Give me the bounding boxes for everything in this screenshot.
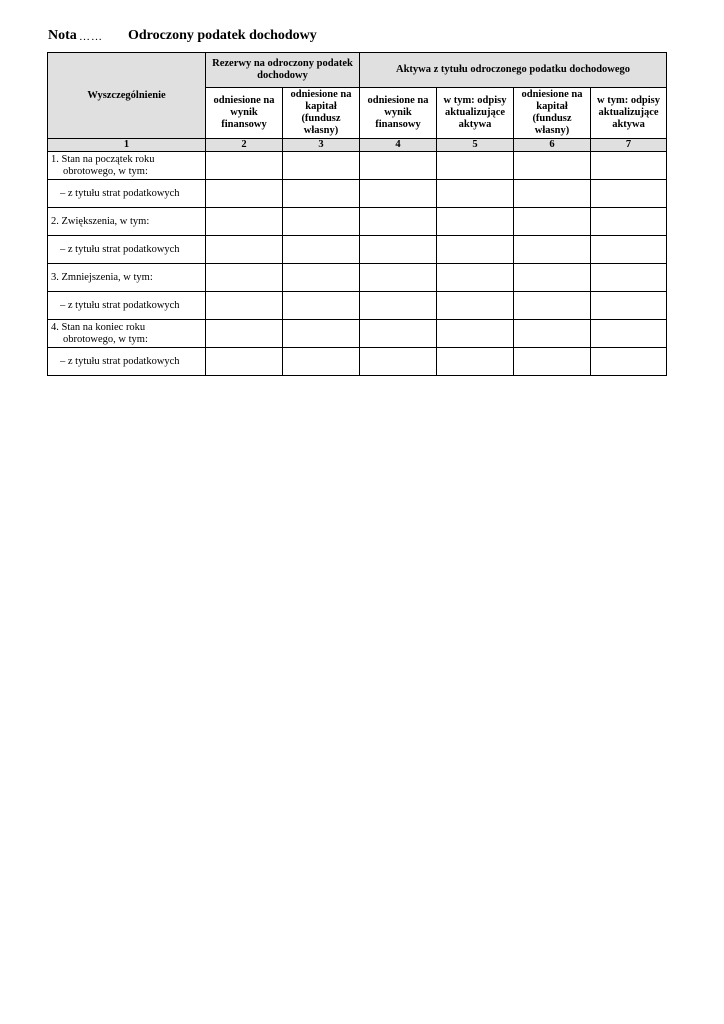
row-label: – z tytułu strat podatkowych bbox=[48, 292, 206, 320]
header-col-6: odniesione na kapitał (fundusz własny) bbox=[514, 88, 591, 139]
table-row bbox=[48, 348, 667, 376]
table-cell[interactable] bbox=[591, 264, 667, 292]
table-row bbox=[48, 236, 667, 264]
table-cell[interactable] bbox=[283, 152, 360, 180]
table-cell[interactable] bbox=[437, 348, 514, 376]
row-label: 3. Zmniejszenia, w tym: bbox=[48, 264, 206, 292]
table-cell[interactable] bbox=[206, 208, 283, 236]
table-cell[interactable] bbox=[360, 180, 437, 208]
column-number: 1 bbox=[48, 139, 206, 152]
table-cell[interactable] bbox=[437, 236, 514, 264]
table-cell[interactable] bbox=[514, 292, 591, 320]
row-label bbox=[48, 320, 206, 348]
table-cell[interactable] bbox=[283, 180, 360, 208]
table-cell[interactable] bbox=[360, 236, 437, 264]
table-cell[interactable] bbox=[437, 264, 514, 292]
table-cell[interactable] bbox=[591, 208, 667, 236]
table-cell[interactable] bbox=[283, 208, 360, 236]
table-cell[interactable] bbox=[591, 292, 667, 320]
table-row bbox=[48, 292, 667, 320]
table-cell[interactable] bbox=[437, 180, 514, 208]
column-number: 6 bbox=[514, 139, 591, 152]
table-cell[interactable] bbox=[206, 152, 283, 180]
table-cell[interactable] bbox=[514, 180, 591, 208]
header-group-reserves: Rezerwy na odroczony podatek dochodowy bbox=[206, 53, 360, 88]
table-cell[interactable] bbox=[206, 236, 283, 264]
note-heading bbox=[48, 28, 688, 48]
table-cell[interactable] bbox=[591, 320, 667, 348]
header-col-7: w tym: odpisy aktualizujące aktywa bbox=[591, 88, 667, 139]
column-number: 2 bbox=[206, 139, 283, 152]
table-cell[interactable] bbox=[360, 208, 437, 236]
table-row bbox=[48, 208, 667, 236]
table-cell[interactable] bbox=[283, 264, 360, 292]
table-cell[interactable] bbox=[437, 292, 514, 320]
row-label: – z tytułu strat podatkowych bbox=[48, 180, 206, 208]
table-cell[interactable] bbox=[206, 348, 283, 376]
table-cell[interactable] bbox=[360, 320, 437, 348]
table-cell[interactable] bbox=[360, 152, 437, 180]
table-cell[interactable] bbox=[591, 180, 667, 208]
row-label: 2. Zwiększenia, w tym: bbox=[48, 208, 206, 236]
table-cell[interactable] bbox=[514, 152, 591, 180]
row-label-line1: 1. Stan na początek roku bbox=[51, 153, 155, 165]
table-cell[interactable] bbox=[360, 348, 437, 376]
table-cell[interactable] bbox=[514, 264, 591, 292]
table-cell[interactable] bbox=[206, 264, 283, 292]
header-col-3: odniesione na kapitał (fundusz własny) bbox=[283, 88, 360, 139]
deferred-tax-table bbox=[47, 52, 667, 376]
row-label bbox=[48, 152, 206, 180]
table-cell[interactable] bbox=[514, 320, 591, 348]
table-cell[interactable] bbox=[437, 152, 514, 180]
note-title: Odroczony podatek dochodowy bbox=[128, 28, 317, 43]
table-cell[interactable] bbox=[283, 320, 360, 348]
table-cell[interactable] bbox=[514, 348, 591, 376]
row-label-line2: obrotowego, w tym: bbox=[63, 165, 148, 177]
note-number-placeholder: …… bbox=[79, 31, 103, 43]
table-cell[interactable] bbox=[206, 320, 283, 348]
table-cell[interactable] bbox=[360, 264, 437, 292]
header-col-5: w tym: odpisy aktualizujące aktywa bbox=[437, 88, 514, 139]
table-cell[interactable] bbox=[591, 236, 667, 264]
table-row bbox=[48, 152, 667, 180]
table-cell[interactable] bbox=[437, 320, 514, 348]
table-cell[interactable] bbox=[283, 348, 360, 376]
table-cell[interactable] bbox=[591, 152, 667, 180]
column-number: 4 bbox=[360, 139, 437, 152]
column-number-row bbox=[48, 139, 667, 152]
table-cell[interactable] bbox=[206, 180, 283, 208]
table-cell[interactable] bbox=[591, 348, 667, 376]
header-group-assets: Aktywa z tytułu odroczonego podatku dochodowego bbox=[360, 53, 667, 88]
row-label-line2: obrotowego, w tym: bbox=[63, 333, 148, 345]
row-label: – z tytułu strat podatkowych bbox=[48, 348, 206, 376]
header-description: Wyszczególnienie bbox=[48, 53, 206, 139]
header-col-4: odniesione na wynik finansowy bbox=[360, 88, 437, 139]
column-number: 3 bbox=[283, 139, 360, 152]
table-row bbox=[48, 180, 667, 208]
row-label: – z tytułu strat podatkowych bbox=[48, 236, 206, 264]
header-col-2: odniesione na wynik finansowy bbox=[206, 88, 283, 139]
table-cell[interactable] bbox=[514, 208, 591, 236]
table-cell[interactable] bbox=[283, 236, 360, 264]
table-cell[interactable] bbox=[206, 292, 283, 320]
column-number: 7 bbox=[591, 139, 667, 152]
table-cell[interactable] bbox=[514, 236, 591, 264]
table-cell[interactable] bbox=[360, 292, 437, 320]
row-label-line1: 4. Stan na koniec roku bbox=[51, 321, 146, 333]
table-cell[interactable] bbox=[283, 292, 360, 320]
table-cell[interactable] bbox=[437, 208, 514, 236]
note-label: Nota bbox=[48, 28, 77, 43]
table-row bbox=[48, 320, 667, 348]
table-row bbox=[48, 264, 667, 292]
column-number: 5 bbox=[437, 139, 514, 152]
